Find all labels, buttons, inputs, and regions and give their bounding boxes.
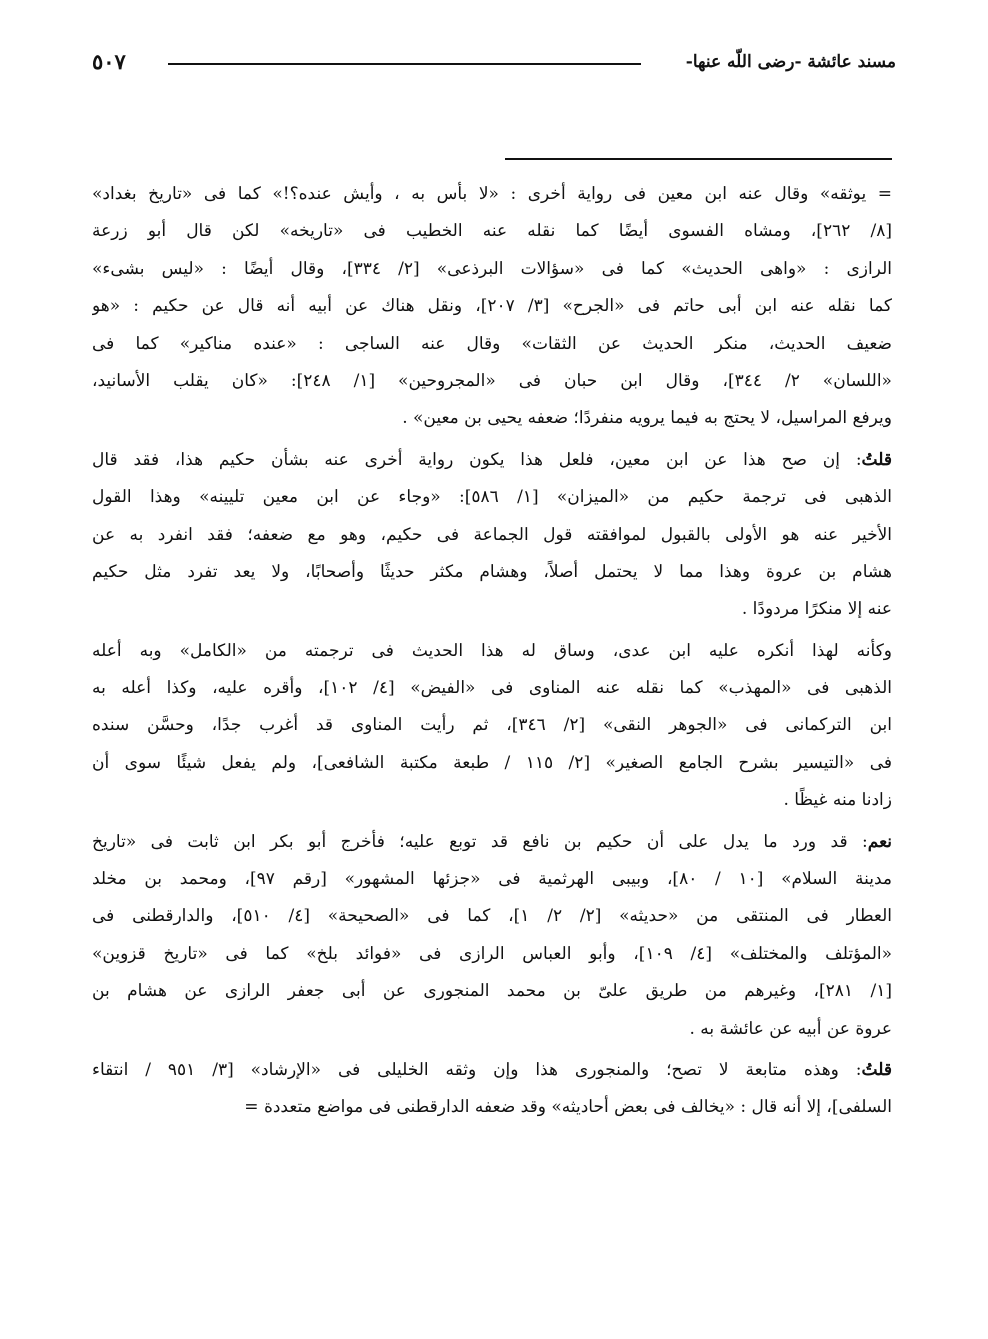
text-line [92,707,892,744]
text-line [92,745,892,782]
text-line [92,973,892,1010]
line-text: [٨/ ٢٦٢]، ومشاه الفسوى أيضًا كما نقله عنه الخطيب فى «تاريخه» لكن قال أبو زرعة [92,221,892,242]
running-header [92,49,896,78]
text-line [92,1089,892,1126]
lead-word: قلتُ [861,449,892,470]
line-text: : وهذه متابعة لا تصح؛ والمنجورى هذا وإن وثقه الخليلى فى «الإرشاد» [٣/ ٩٥١ / انتقاء [92,1059,862,1080]
lead-word: قلتُ [861,1059,892,1080]
paragraph [92,176,892,438]
line-text: كما نقله عنه ابن أبى حاتم فى «الجرح» [٣/ ٢٠٧]، ونقل هناك عن أبيه أنه قال عن حكيم : «هو [92,296,892,317]
paragraph [92,633,892,820]
text-line [92,326,892,363]
text-line [92,288,892,325]
text-line [92,782,892,819]
text-line [92,1011,892,1048]
line-text: ضعيف الحديث، منكر الحديث عن الثقات» وقال عنه الساجى : «عنده مناكير» كما فى [92,333,892,354]
header-rule [168,63,641,65]
footnote-body [92,176,892,1131]
line-text: السلفى]، إلا أنه قال : «يخالف فى بعض أحاديثه» وقد ضعفه الدارقطنى فى مواضع متعددة = [244,1097,892,1118]
paragraph [92,1052,892,1127]
text-line [92,479,892,516]
text-line [92,591,892,628]
text-line [92,400,892,437]
header-title: مسند عائشة -رضى اللّه عنها- [685,52,896,72]
text-line [92,633,892,670]
text-line [92,861,892,898]
text-line [92,898,892,935]
line-text: الرازى : «واهى الحديث» كما فى «سؤالات البرذعى» [٢/ ٣٣٤]، وقال أيضًا : «ليس بشىء» [92,258,892,279]
line-text: ابن التركمانى فى «الجوهر النقى» [٢/ ٣٤٦]، ثم رأيت المناوى قد أغرب جدًا، وحسَّن سنده [92,715,892,736]
line-text: فى «التيسير بشرح الجامع الصغير» [٢/ ١١٥ / طبعة مكتبة الشافعى]، ولم يفعل شيئًا سوى أن [92,752,892,773]
line-text: [١/ ٢٨١]، وغيرهم من طريق علىّ بن محمد المنجورى عن أبى جعفر الرازى عن هشام بن [92,981,892,1002]
line-text: «المؤتلف والمختلف» [٤/ ١٠٩]، وأبو العباس الرازى فى «فوائد بلخ» كما فى «تاريخ قزوين» [92,943,892,964]
text-line [92,554,892,591]
line-text: : إن صح هذا عن ابن معين، فلعل هذا يكون رواية أخرى عنه بشأن حكيم هذا، فقد قال [92,449,862,470]
line-text: عروة عن أبيه عن عائشة به . [689,1018,892,1039]
line-text: هشام بن عروة وهذا مما لا يحتمل أصلاً، وهشام مكثر حديثًا وأصحابًا، ولا يعد تفرد مثل حكيم [92,561,892,582]
line-text: «اللسان» ٢/ ٣٤٤]، وقال ابن حبان فى «المجروحين» [١/ ٢٤٨]: «كان يقلب الأسانيد، [92,370,892,391]
text-line [92,442,892,479]
line-text: وكأنه لهذا أنكره عليه ابن عدى، وساق له هذا الحديث فى ترجمته من «الكامل» وبه أعله [92,640,892,661]
line-text: : قد ورد ما يدل على أن حكيم بن نافع قد توبع عليه؛ فأخرج أبو بكر ابن ثابت فى «تاريخ [92,831,868,852]
line-text: عنه إلا منكرًا مردودًا . [741,599,892,620]
footnote-separator [505,158,892,160]
line-text: الذهبى فى ترجمة حكيم من «الميزان» [١/ ٥٨٦]: «وجاء عن ابن معين تليينه» وهذا القول [92,487,892,508]
text-line [92,936,892,973]
lead-word: نعم [867,831,892,852]
text-line [92,670,892,707]
text-line [92,363,892,400]
line-text: مدينة السلام» [١٠ / ٨٠]، وبيبى الهرثمية فى «جزئها المشهور» [رقم ٩٧]، ومحمد بن مخلد [92,869,892,890]
line-text: زادنا منه غيظًا . [783,790,892,811]
line-text: الأخير عنه هو الأولى بالقبول لموافقته قول الجماعة فى حكيم، وهو مع ضعفه؛ فقد انفرد به عن [92,524,892,545]
text-line [92,176,892,213]
line-text: = يوثقه» وقال عنه ابن معين فى رواية أخرى : «لا بأس به ، وأيش عنده؟!» كما فى «تاريخ بغداد» [92,184,892,204]
page-number: ٥٠٧ [92,49,126,74]
paragraph [92,824,892,1048]
line-text: الذهبى فى «المهذب» كما نقله عنه المناوى فى «الفيض» [٤/ ١٠٢]، وأقره عليه، وكذا أعله به [92,678,892,699]
text-line [92,1052,892,1089]
text-line [92,517,892,554]
line-text: ويرفع المراسيل، لا يحتج به فيما يرويه منفردًا؛ ضعفه يحيى بن معين» . [402,408,892,429]
text-line [92,824,892,861]
text-line [92,251,892,288]
text-line [92,213,892,250]
line-text: العطار فى المنتقى من «حديثه» [٢/ ٢/ ١]، كما فى «الصحيحة» [٤/ ٥١٠]، والدارقطنى فى [92,906,892,927]
paragraph [92,442,892,629]
